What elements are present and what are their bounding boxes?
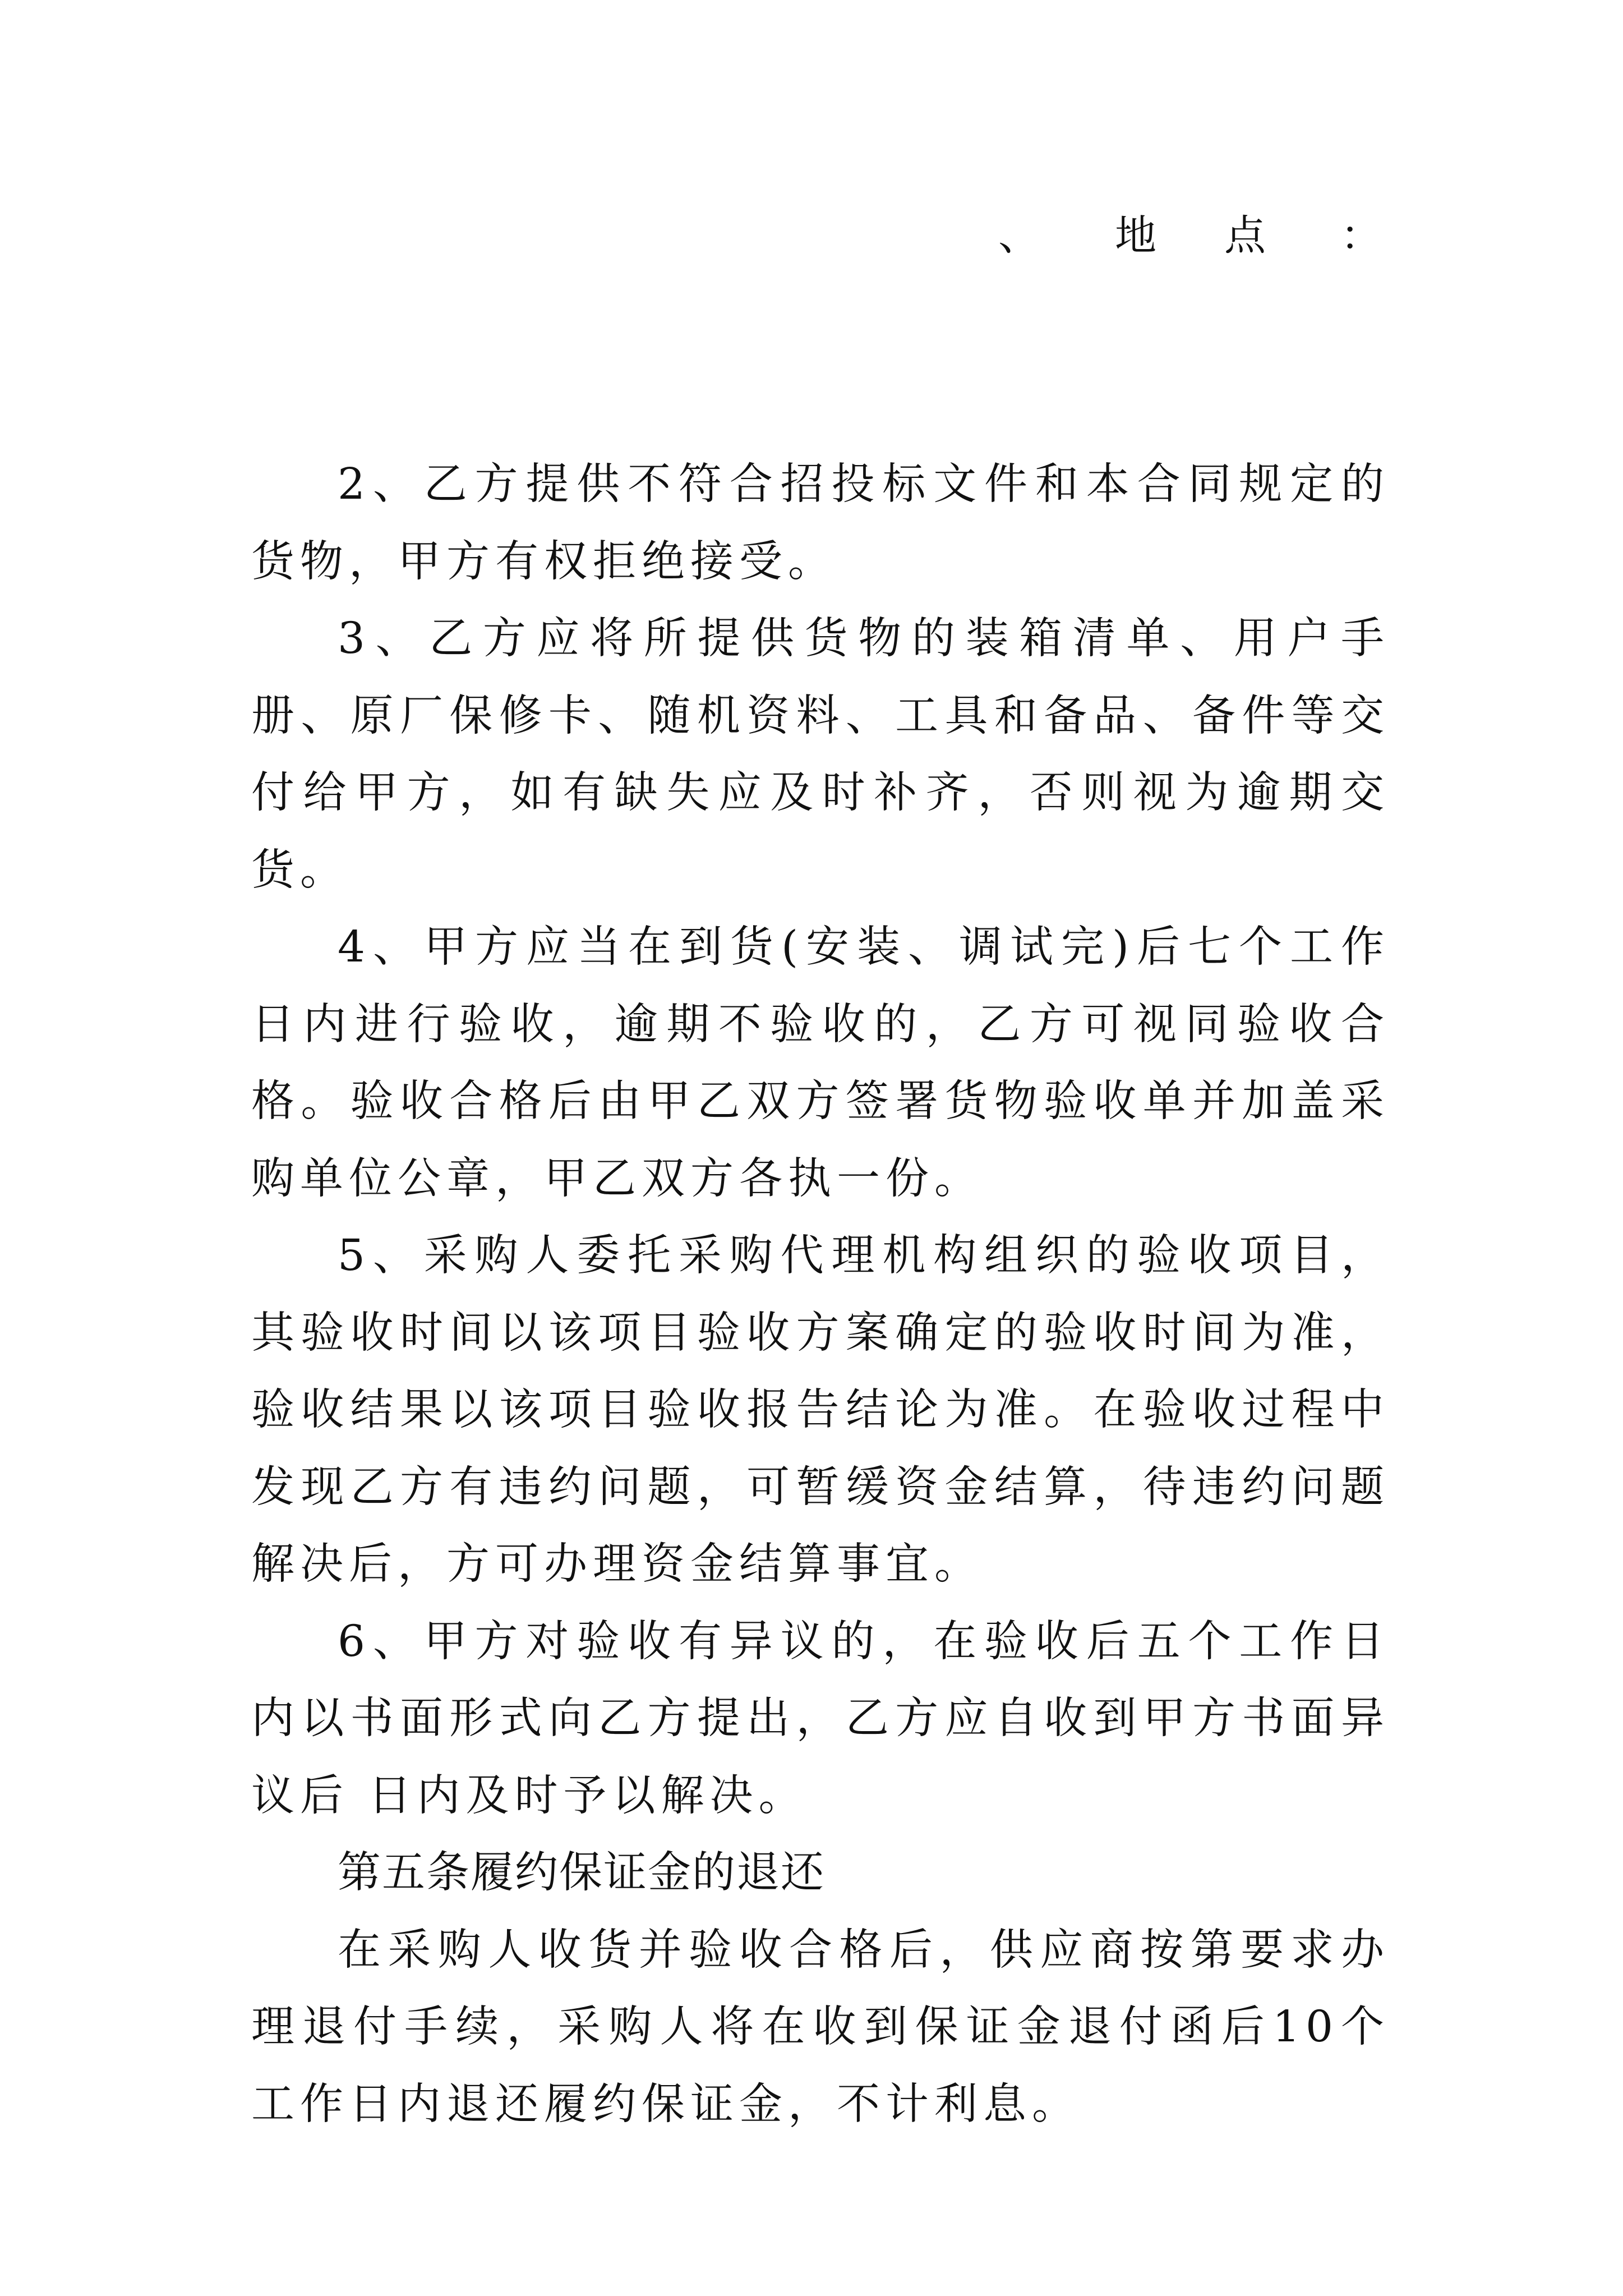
header-fragment-comma: 、 [998, 211, 1040, 260]
paragraph-clause-5: 5、采购人委托采购代理机构组织的验收项目，其验收时间以该项目验收方案确定的验收时间为准，验收结果以该项目验收报告结论为准。在验收过程中发现乙方有违约问题，可暂缓资金结算，待违约问题解决后，方可办理资金结算事宜。 [251, 1231, 1390, 1589]
header-fragment-di: 地 [1115, 211, 1156, 260]
paragraph-clause-6: 6、甲方对验收有异议的，在验收后五个工作日内以书面形式向乙方提出，乙方应自收到甲方书面异议后 日内及时予以解决。 [251, 1616, 1390, 1821]
paragraph-clause-4: 4、甲方应当在到货(安装、调试完)后七个工作日内进行验收，逾期不验收的，乙方可视同验收合格。验收合格后由甲乙双方签署货物验收单并加盖采购单位公章，甲乙双方各执一份。 [251, 922, 1390, 1204]
document-body [251, 446, 1390, 2143]
header-fragment-colon: ： [1340, 211, 1382, 260]
header-fragment-dian: 点 [1224, 211, 1266, 260]
section-heading-article-5: 第五条履约保证金的退还 [338, 1848, 825, 1898]
paragraph-clause-2: 2、乙方提供不符合招投标文件和本合同规定的货物，甲方有权拒绝接受。 [251, 459, 1390, 587]
paragraph-deposit-refund: 在采购人收货并验收合格后，供应商按第要求办理退付手续，采购人将在收到保证金退付函后10个工作日内退还履约保证金，不计利息。 [251, 1925, 1390, 2129]
paragraph-clause-3: 3、乙方应将所提供货物的装箱清单、用户手册、原厂保修卡、随机资料、工具和备品、备件等交付给甲方，如有缺失应及时补齐，否则视为逾期交货。 [251, 614, 1390, 895]
